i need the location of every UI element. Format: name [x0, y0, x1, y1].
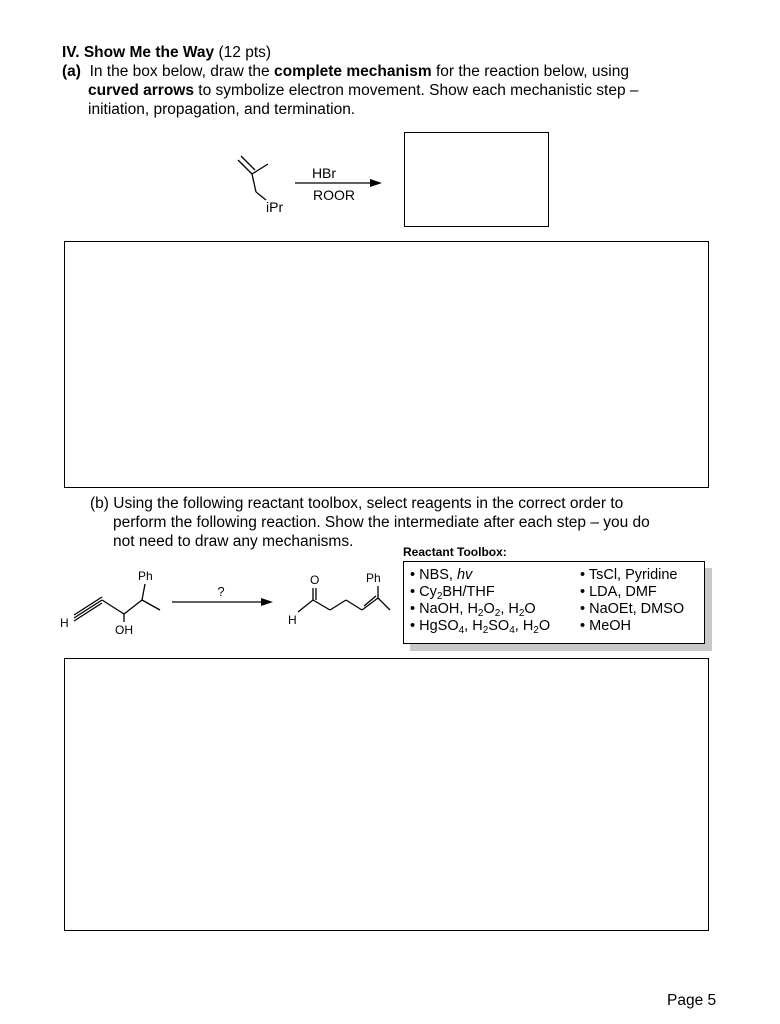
part-a-line-2: [88, 81, 639, 100]
part-b-line-2: perform the following reaction. Show the intermediate after each step – you do: [113, 514, 650, 531]
question-points: (12 pts): [218, 44, 272, 61]
toolbox-item-naoet: • NaOEt, DMSO: [580, 601, 685, 617]
product-skeleton: [298, 586, 390, 612]
toolbox-left-column: [410, 567, 550, 635]
part-a-text: to symbolize electron movement. Show each mechanistic step –: [193, 82, 639, 99]
toolbox-item-nbs: • NBS, hv: [410, 567, 473, 583]
reagent-a-top: HBr: [311, 165, 337, 181]
page-number: Page 5: [667, 992, 717, 1009]
start-oh-label: OH: [115, 623, 133, 637]
part-a-text: In the box below, draw the: [89, 63, 274, 80]
reaction-b-question-mark: ?: [217, 584, 225, 599]
reagent-a-bottom: ROOR: [313, 187, 355, 203]
reaction-a-scheme: [220, 150, 410, 220]
toolbox-right-column: [580, 567, 684, 635]
reactant-a-ipr-label: iPr: [266, 199, 284, 215]
part-b-line-3: not need to draw any mechanisms.: [113, 533, 354, 550]
product-ph-label: Ph: [366, 571, 381, 585]
toolbox-title: Reactant Toolbox:: [403, 545, 507, 559]
reaction-a-arrowhead: [370, 179, 382, 187]
part-b-line-1: (b) Using the following reactant toolbox, select reagents in the correct order to: [90, 495, 624, 512]
product-h-label: H: [288, 613, 297, 627]
reactant-a-skeleton: [238, 156, 268, 200]
question-title: Show Me the Way: [83, 44, 215, 61]
toolbox-item-naoh: • NaOH, $H_2O_2$, $H_2O$: [410, 601, 536, 619]
part-a-line-3: initiation, propagation, and termination.: [88, 101, 356, 118]
part-a-text: for the reaction below, using: [431, 63, 629, 80]
start-h-label: H: [60, 616, 69, 630]
toolbox-item-lda: • LDA, DMF: [580, 584, 657, 600]
mechanism-answer-box[interactable]: [64, 241, 709, 488]
synthesis-answer-box[interactable]: [64, 658, 709, 931]
toolbox-item-meoh: • MeOH: [580, 618, 632, 634]
start-ph-label: Ph: [138, 569, 153, 583]
starting-material-skeleton: [74, 584, 160, 622]
reaction-b-arrowhead: [261, 598, 273, 606]
reaction-b-scheme: [60, 562, 400, 642]
toolbox-item-hgso4: • HgSO$_4$, $H_2SO_4$, $H_2O$: [410, 618, 551, 636]
reactant-toolbox: [403, 561, 705, 644]
product-o-label: O: [310, 573, 320, 587]
part-a-bold-text: complete mechanism: [273, 63, 432, 80]
part-a-line-1: [62, 62, 629, 81]
toolbox-item-cy2bh: • $Cy_2BH$/THF: [410, 584, 495, 602]
product-answer-box[interactable]: [404, 132, 549, 227]
toolbox-item-tscl: • TsCl, Pyridine: [580, 567, 678, 583]
part-a-label: (a): [62, 63, 81, 80]
question-number: IV.: [62, 44, 80, 61]
question-heading: [62, 43, 271, 62]
part-a-bold-text: curved arrows: [88, 82, 194, 99]
